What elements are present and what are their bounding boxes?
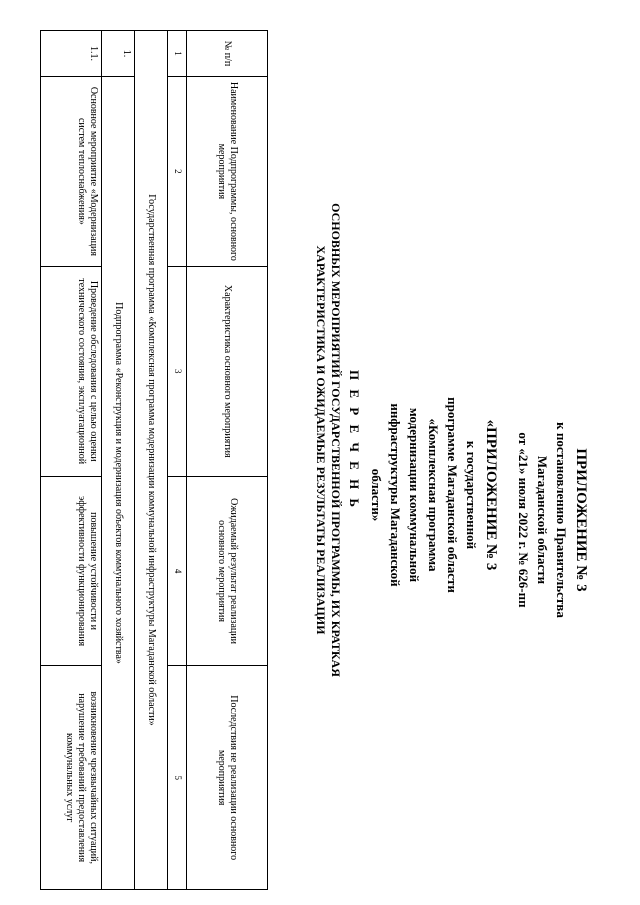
table-header-row <box>187 31 268 890</box>
header-characteristic: Характеристика основного мероприятия <box>187 266 268 476</box>
table-row <box>41 31 102 890</box>
program-line-2: к государственной <box>464 440 479 550</box>
col-number-5: 5 <box>168 666 187 890</box>
row-consequence: возникновение чрезвычайных ситуаций, нарушение требований предоставления коммунальных услуг <box>41 666 102 890</box>
measures-table <box>40 30 268 890</box>
appendix-title: ПРИЛОЖЕНИЕ № 3 <box>573 448 589 592</box>
col-number-4: 4 <box>168 476 187 666</box>
header-number: № п/п <box>187 31 268 77</box>
document-title <box>313 160 362 720</box>
table-numbering-row <box>168 31 187 890</box>
program-line-6: инфраструктуры Магаданской <box>388 403 403 587</box>
appendix-line-3: Магаданской области <box>535 455 550 585</box>
header-consequence: Последствия не реализации основного мероприятия <box>187 666 268 890</box>
program-row <box>135 31 168 890</box>
subprogram-index: 1. <box>102 31 135 77</box>
col-number-3: 3 <box>168 266 187 476</box>
appendix-date: от «21» июля 2022 г. № 626-пп <box>516 432 531 608</box>
program-line-4: «Комплексная программа <box>426 418 441 572</box>
program-line-7: области» <box>369 468 384 522</box>
title-word: П Е Р Е Ч Е Н Ь <box>347 369 362 511</box>
row-characteristic: Проведение обследования с целью оценки технического состояния, эксплуатационной <box>41 266 102 476</box>
program-row-text: Государственная программа «Комплексная программа модернизации коммунальной инфраструктуры Магаданской области» <box>135 31 168 890</box>
program-appendix-header <box>367 345 500 645</box>
appendix-line-2: к постановлению Правительства <box>554 422 569 618</box>
row-result: повышение устойчивости и эффективности функционирования <box>41 476 102 666</box>
program-appendix-title: «ПРИЛОЖЕНИЕ № 3 <box>483 419 499 571</box>
title-line-1: ОСНОВНЫХ МЕРОПРИЯТИЙ ГОСУДАРСТВЕННОЙ ПРОГРАММЫ, ИХ КРАТКАЯ <box>329 203 343 677</box>
program-line-5: модернизации коммунальной <box>407 407 422 583</box>
subprogram-row <box>102 31 135 890</box>
program-line-3: программе Магаданской области <box>445 397 460 593</box>
header-name: Наименование Подпрограммы, основного мероприятия <box>187 77 268 267</box>
header-result: Ожидаемый результат реализации основного мероприятия <box>187 476 268 666</box>
row-index: 1.1. <box>41 31 102 77</box>
col-number-1: 1 <box>168 31 187 77</box>
row-name: Основное мероприятие «Модернизация систем теплоснабжения» <box>41 77 102 267</box>
subprogram-text: Подпрограмма «Реконструкция и модернизация объектов коммунального хозяйства» <box>102 77 135 890</box>
col-number-2: 2 <box>168 77 187 267</box>
title-line-2: ХАРАКТЕРИСТИКА И ОЖИДАЕМЫЕ РЕЗУЛЬТАТЫ РЕАЛИЗАЦИИ <box>314 245 328 635</box>
appendix-header <box>514 390 590 650</box>
